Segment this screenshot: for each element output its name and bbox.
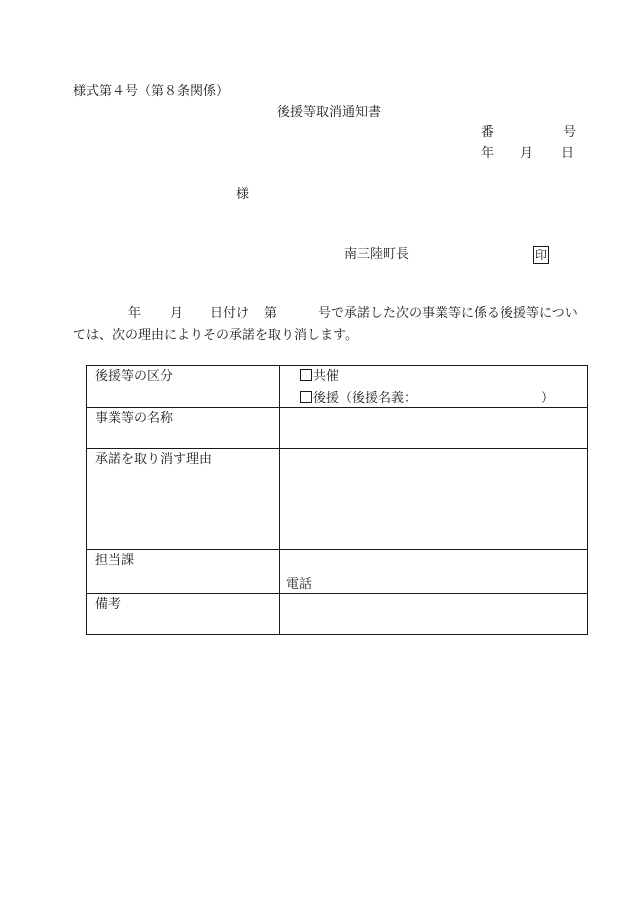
option-cosponsor-label: 共催 [313,369,340,384]
option-support-label: 後援（後援名義： [313,391,418,406]
reason-label: 承諾を取り消す理由 [87,449,280,550]
table-row-reason [87,449,588,550]
table-row-remarks [87,594,588,635]
body-dai: 第 [264,306,278,321]
body-text-line-2: ては、次の理由によりその承諾を取り消します。 [73,328,358,343]
remarks-field[interactable] [280,594,588,635]
table-row-category [87,366,588,408]
table-row-event-name [87,408,588,449]
option-support-close: ） [541,391,555,406]
category-options [280,366,588,408]
checkbox-cosponsor[interactable] [300,369,312,381]
issuer-name: 南三陸町長 [344,247,410,262]
details-table [86,365,588,635]
date-day-label: 日 [561,146,575,161]
body-dated: 日付け [210,306,250,321]
seal-stamp: 印 [534,248,547,262]
body-year: 年 [128,306,142,321]
date-month-label: 月 [520,146,534,161]
event-name-label: 事業等の名称 [87,408,280,449]
checkbox-support[interactable] [300,391,312,403]
department-label: 担当課 [87,550,280,594]
category-label: 後援等の区分 [87,366,280,408]
body-month: 月 [170,306,184,321]
phone-label: 電話 [286,577,313,592]
option-support[interactable] [286,391,587,407]
document-number-label: 番 [481,125,495,140]
date-year-label: 年 [481,146,495,161]
form-number: 様式第４号（第８条関係） [73,84,230,99]
option-cosponsor[interactable] [286,369,587,385]
remarks-label: 備考 [87,594,280,635]
event-name-field[interactable] [280,408,588,449]
document-title: 後援等取消通知書 [277,105,382,120]
body-line1-rest: 号で承諾した次の事業等に係る後援等につい [318,306,578,321]
table-row-department [87,550,588,594]
document-number-suffix: 号 [563,125,577,140]
addressee-honorific: 様 [236,187,250,202]
reason-field[interactable] [280,449,588,550]
department-field[interactable] [280,550,588,594]
